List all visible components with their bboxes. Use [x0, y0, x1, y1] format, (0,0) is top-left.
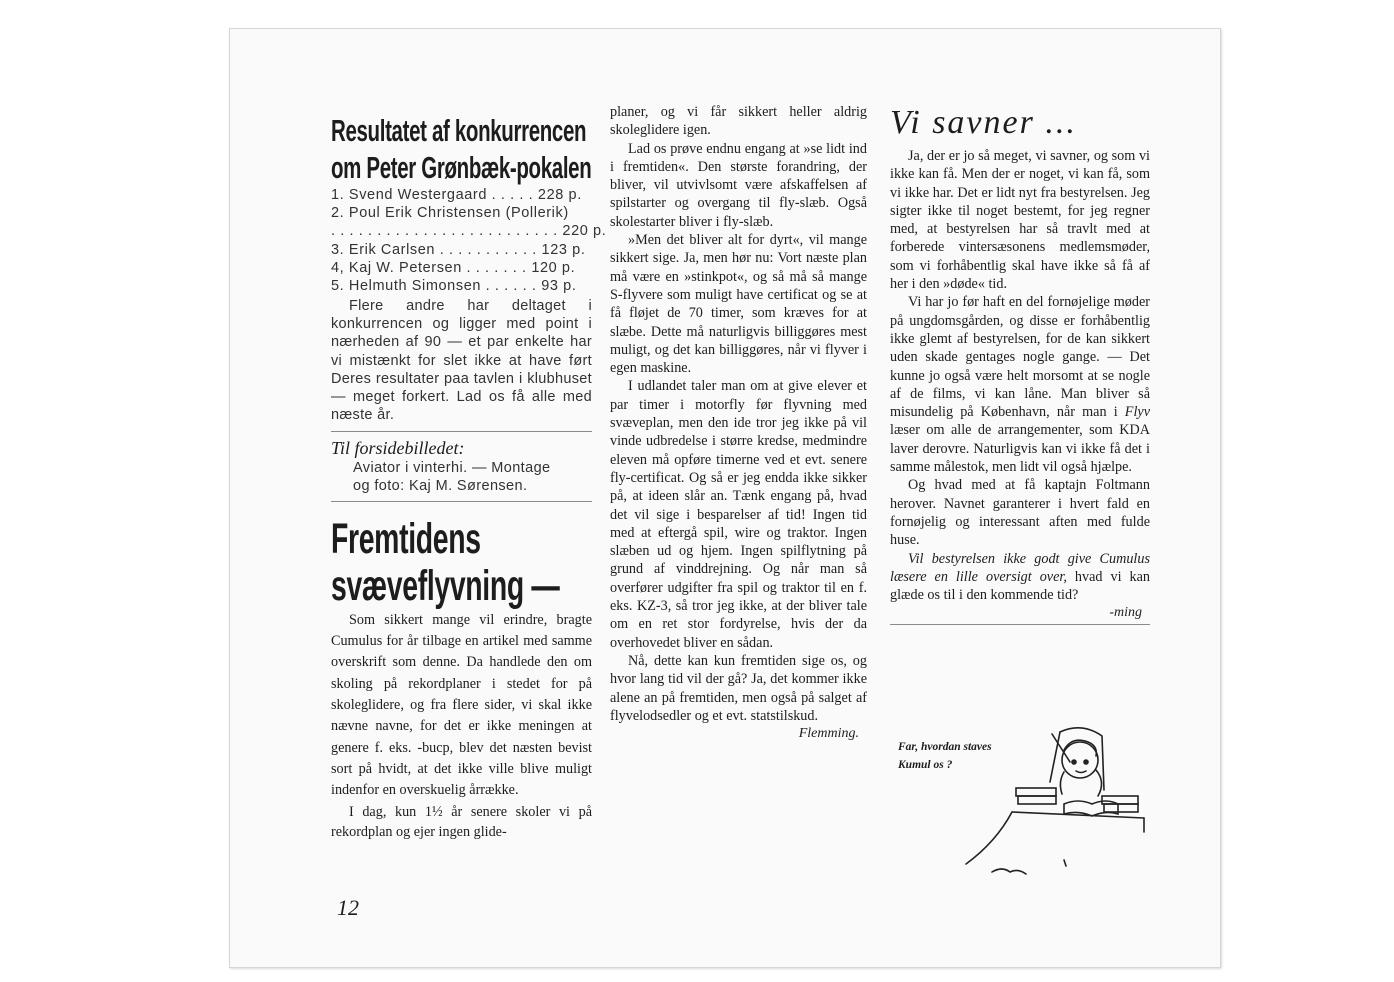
vi-savner-paragraph-2	[890, 293, 1150, 476]
child-at-desk-drawing-icon	[892, 722, 1154, 902]
vi-savner-paragraph-1: Ja, der er jo så meget, vi savner, og som vi ikke kan få. Men der er noget, vi kan få, som vi ikke har. Det er lidt nyt fra bestyrelsen. Jeg sigter ikke til noget bestemt, for jeg regner med, at bestyrelsen har så travlt med at forberede vintersæsonens medlemsmøder, som vi forhåbentlig skal have ikke så få af her i den »døde« tid.	[890, 148, 1150, 293]
results-paragraph: Flere andre har deltaget i konkurrencen og ligger med point i nærheden af 90 — et par enkelte har vi mistænkt for slet ikke at have ført Deres resultater paa tavlen i klubhuset — meget forkert. Lad os få alle med næste år.	[331, 298, 592, 423]
fremtidens-paragraph-7: Nå, dette kan kun fremtiden sige os, og hvor lang tid vil der gå? Ja, det kommer ikke alene an på fremtiden, men også på salget af flyvelodsedler og et evt. statstilskud.	[610, 652, 867, 724]
fremtidens-paragraph-2: I dag, kun 1½ år senere skoler vi på rekordplan og ejer ingen glide-	[331, 803, 592, 840]
fremtidens-signature: Flemming.	[798, 726, 859, 742]
page-number: 12	[337, 895, 359, 920]
vi-savner-signature: -ming	[1109, 605, 1142, 621]
results-list	[331, 186, 607, 295]
caption-line2: og foto: Kaj M. Sørensen.	[353, 477, 528, 494]
fremtidens-paragraph-5: »Men det bliver alt for dyrt«, vil mange sikkert sige. Ja, men hør nu: Vort næste plan må være en »stinkpot«, og så må så mange S-flyvere som muligt have certificat og se at få fløjet de 70 timer, som kræves for at slæbe. Dette må naturligvis billiggøres mest muligt, og det kan billiggøres, når vi flyver i egen maskine.	[610, 232, 867, 377]
vi-savner-heading: Vi savner ...	[890, 104, 1077, 141]
vi-savner-paragraph-4	[890, 550, 1150, 605]
result-row-3: 3. Erik Carlsen . . . . . . . . . . . 123 p.	[331, 241, 586, 258]
fremtidens-title-line2: svæveflyvning —	[331, 561, 560, 610]
fremtidens-paragraph-4: Lad os prøve endnu engang at »se lidt ind i fremtiden«. Den største forandring, der bliver, vil utvivlsomt være afskaffelsen af spilstarter og overgang til fly-slæb. Også skolestarter bliver i fly-slæb.	[610, 140, 867, 230]
result-row-4: 4, Kaj W. Petersen . . . . . . . 120 p.	[331, 259, 576, 276]
column-left	[331, 112, 607, 842]
fremtidens-paragraph-6: I udlandet taler man om at give elever et par timer i motorfly før flyvning med svæveplan, men den ide tror jeg ikke på vil vinde udbredelse i større kredse, medmindre eleven må opføre timerne ved et evt. senere fly-certificat. Og så er jeg endda ikke sikker på, at ideen slår an. Tænk engang på, hvad det vil sige i besparelser af tid! Ingen tid med at eftergå spil, wire og traktor. Ingen slæben ud og hjem. Ingen spilflytning på grund af vinddrejning. Og når man så overfører udgifter fra spil og traktor til en f. eks. KZ-3, så tror jeg ikke, at der bliver tale om en ret stor fordyrelse, hvis der da overhovedet bliver en sådan.	[610, 378, 867, 651]
divider	[331, 501, 592, 502]
cartoon-caption-line1: Far, hvordan staves	[898, 741, 992, 753]
result-row-2-points: . . . . . . . . . . . . . . . . . . . . . . . . . 220 p.	[331, 223, 607, 240]
caption-title: Til forsidebilledet:	[331, 437, 465, 458]
fremtidens-title-line1: Fremtidens	[331, 514, 481, 563]
divider	[890, 624, 1150, 625]
cartoon-caption-line2: Kumul os ?	[898, 759, 953, 771]
vi-savner-paragraph-3: Og hvad med at få kaptajn Foltmann herover. Navnet garanterer i hvert fald en fornøjelig og interessant aften med fulde huse.	[890, 477, 1150, 549]
caption-line1: Aviator i vinterhi. — Montage	[353, 459, 551, 476]
vi-savner-paragraph-2-text-end: læser om alle de arrangementer, som KDA laver derovre. Naturligvis kan vi ikke få det i samme målestok, men lidt vil også hjælpe.	[890, 422, 1150, 476]
results-heading	[331, 112, 592, 186]
vi-savner-question-italic: Vil bestyrelsen ikke godt give Cumulus læsere en lille oversigt over,	[890, 550, 1150, 585]
results-title-line2: om Peter Grønbæk-pokalen	[331, 150, 592, 185]
cartoon-illustration	[892, 722, 1154, 902]
vi-savner-paragraph-2-text: Vi har jo før haft en del fornøjelige møder på ungdomsgården, og disse er forhåbentlig ikke glemt af bestyrelsen, for de kan sikkert uden skade gentages nogle gange. — Det kunne jo også være helt morsomt at se nogle af de films, vi kan låne. Man bliver så misundelig på København, når man i	[890, 294, 1150, 421]
result-row-1: 1. Svend Westergaard . . . . . 228 p.	[331, 187, 582, 203]
vi-savner-question-end: hvad vi kan glæde os til i den kommende tid?	[890, 568, 1151, 604]
fremtidens-paragraph-3: planer, og vi får sikkert heller aldrig skoleglidere igen.	[610, 104, 867, 139]
fremtidens-paragraph-1: Som sikkert mange vil erindre, bragte Cumulus for år tilbage en artikel med samme overskrift som denne. Da handlede den om skoling på rekordplaner i stedet for på skoleglidere, og fra flere sider, vi skal ikke nævne navne, for det er ikke meningen at genere f. eks. -bucp, blev det næsten bevist sort på hvidt, at det ikke ville blive muligt indenfor en overskuelig årrække.	[331, 611, 592, 799]
result-row-2: 2. Poul Erik Christensen (Pollerik)	[331, 205, 569, 222]
flyv-magazine-name: Flyv	[1124, 404, 1150, 421]
results-title-line1: Resultatet af konkurrencen	[331, 113, 587, 148]
fremtidens-heading	[331, 514, 560, 610]
divider	[331, 431, 592, 432]
column-right	[890, 103, 1150, 625]
result-row-5: 5. Helmuth Simonsen . . . . . . 93 p.	[331, 278, 577, 295]
column-middle	[610, 103, 867, 743]
